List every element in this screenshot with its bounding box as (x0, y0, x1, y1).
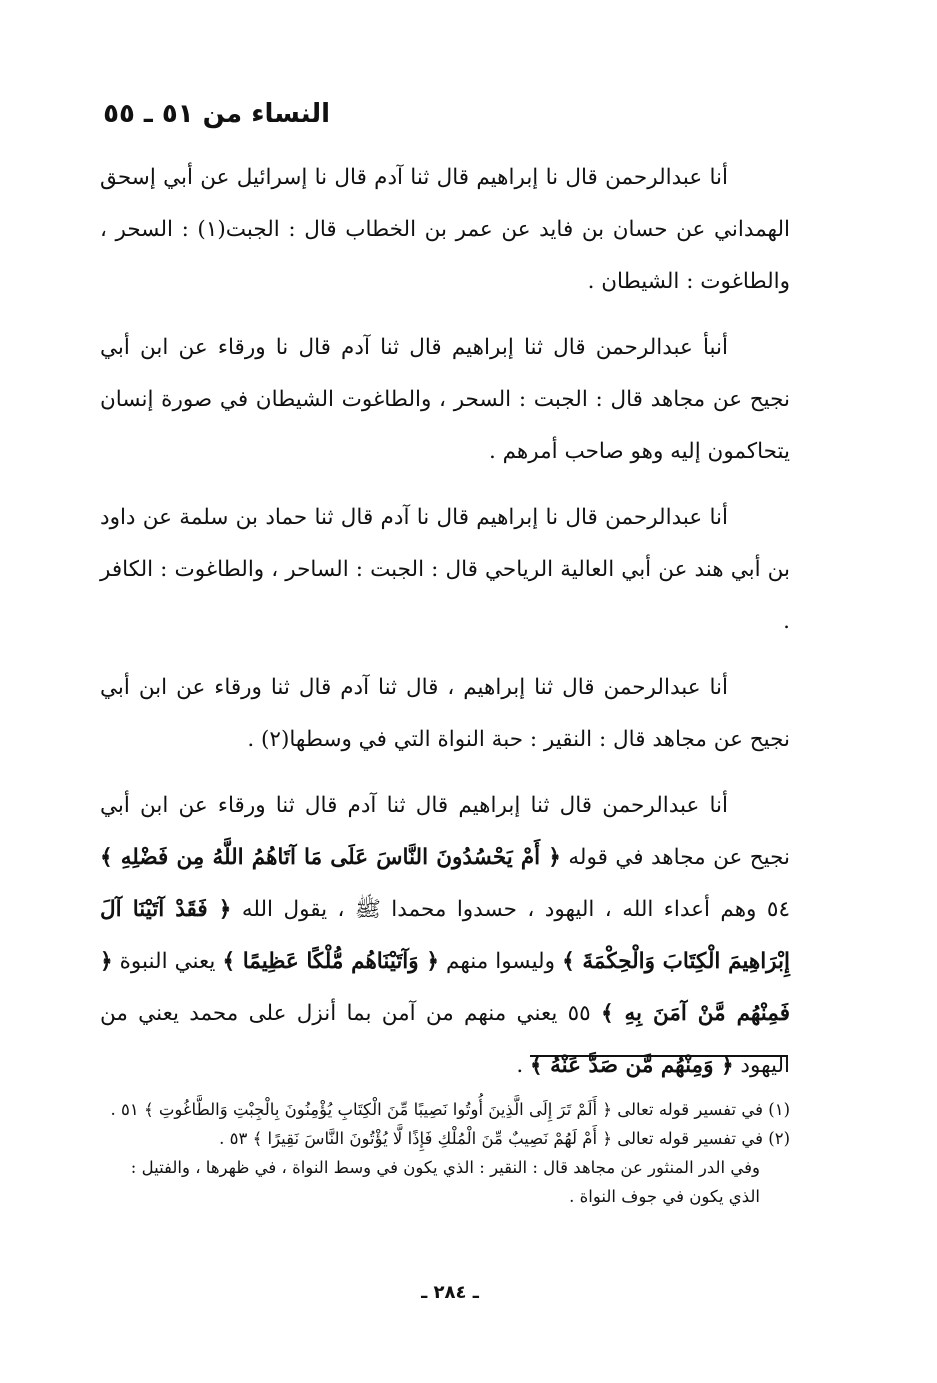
paragraph-3: أنا عبدالرحمن قال نا إبراهيم قال نا آدم قال ثنا حماد بن سلمة عن داود بن أبي هند عن أبي العالية الرياحي قال : الجبت : الساحر ، والطاغوت : الكافر . (100, 505, 790, 634)
quran-verse-2: ﴿ فَقَدْ آتَيْنَا آلَ إِبْرَاهِيمَ الْكِتَابَ وَالْحِكْمَةَ ﴾ (100, 897, 790, 974)
paragraph-5 (100, 780, 790, 1092)
footnote-2: (٢) في تفسير قوله تعالى ﴿ أَمْ لَهُمْ نَصِيبٌ مِّنَ الْمُلْكِ فَإِذًا لَّا يُؤْتُونَ النَّاسَ نَقِيرًا ﴾ ٥٣ . (219, 1129, 790, 1148)
paragraph-5-text-6: . (516, 1053, 524, 1078)
paragraph-5-text-3: وليسوا منهم (446, 949, 555, 974)
paragraph-5-text-1: أنا عبدالرحمن قال ثنا إبراهيم قال ثنا آدم قال ثنا ورقاء عن ابن أبي نجيح عن مجاهد في قوله (100, 793, 790, 870)
paragraph-5-text-5: ٥٥ يعني منهم من آمن بما أنزل على محمد يعني من اليهود (100, 1001, 790, 1078)
quran-verse-1: ﴿ أَمْ يَحْسُدُونَ النَّاسَ عَلَى مَا آتَاهُمُ اللَّهُ مِن فَضْلِهِ ﴾ (100, 845, 561, 870)
footnote-1: (١) في تفسير قوله تعالى ﴿ أَلَمْ تَرَ إِلَى الَّذِينَ أُوتُوا نَصِيبًا مِّنَ الْكِتَابِ يُؤْمِنُونَ بِالْجِبْتِ وَالطَّاغُوتِ ﴾ ٥١ . (110, 1100, 790, 1119)
quran-verse-3: ﴿ وَآتَيْنَاهُم مُّلْكًا عَظِيمًا ﴾ (222, 949, 439, 974)
quran-verse-4: ﴿ فَمِنْهُم مَّنْ آمَنَ بِهِ ﴾ (100, 949, 790, 1026)
paragraph-4: أنا عبدالرحمن قال ثنا إبراهيم ، قال ثنا آدم قال ثنا ورقاء عن ابن أبي نجيح عن مجاهد قال : النقير : حبة النواة التي في وسطها(٢) . (100, 675, 790, 752)
footnote-2-note: وفي الدر المنثور عن مجاهد قال : النقير : الذي يكون في وسط النواة ، في ظهرها ، والفتيل : الذي يكون في جوف النواة . (130, 1158, 760, 1206)
paragraph-5-text-2: ٥٤ وهم أعداء الله ، اليهود ، حسدوا محمدا ﷺ ، يقول الله (241, 897, 790, 922)
quran-verse-5: ﴿ وَمِنْهُم مَّن صَدَّ عَنْهُ ﴾ (530, 1053, 734, 1078)
main-text (100, 152, 790, 1092)
paragraph-1: أنا عبدالرحمن قال نا إبراهيم قال ثنا آدم قال نا إسرائيل عن أبي إسحق الهمداني عن حسان بن فايد عن عمر بن الخطاب قال : الجبت(١) : السحر ، والطاغوت : الشيطان . (100, 165, 790, 294)
page-number: ـ ٢٨٤ ـ (421, 1282, 479, 1303)
paragraph-2: أنبأ عبدالرحمن قال ثنا إبراهيم قال ثنا آدم قال نا ورقاء عن ابن أبي نجيح عن مجاهد قال : الجبت : السحر ، والطاغوت الشيطان في صورة إنسان يتحاكمون إليه وهو صاحب أمرهم . (100, 335, 790, 464)
page-header-title: النساء من ٥١ ـ ٥٥ (103, 99, 330, 129)
footnote-divider (530, 1055, 788, 1057)
footnotes (100, 1095, 790, 1211)
paragraph-5-text-4: يعني النبوة (119, 949, 216, 974)
